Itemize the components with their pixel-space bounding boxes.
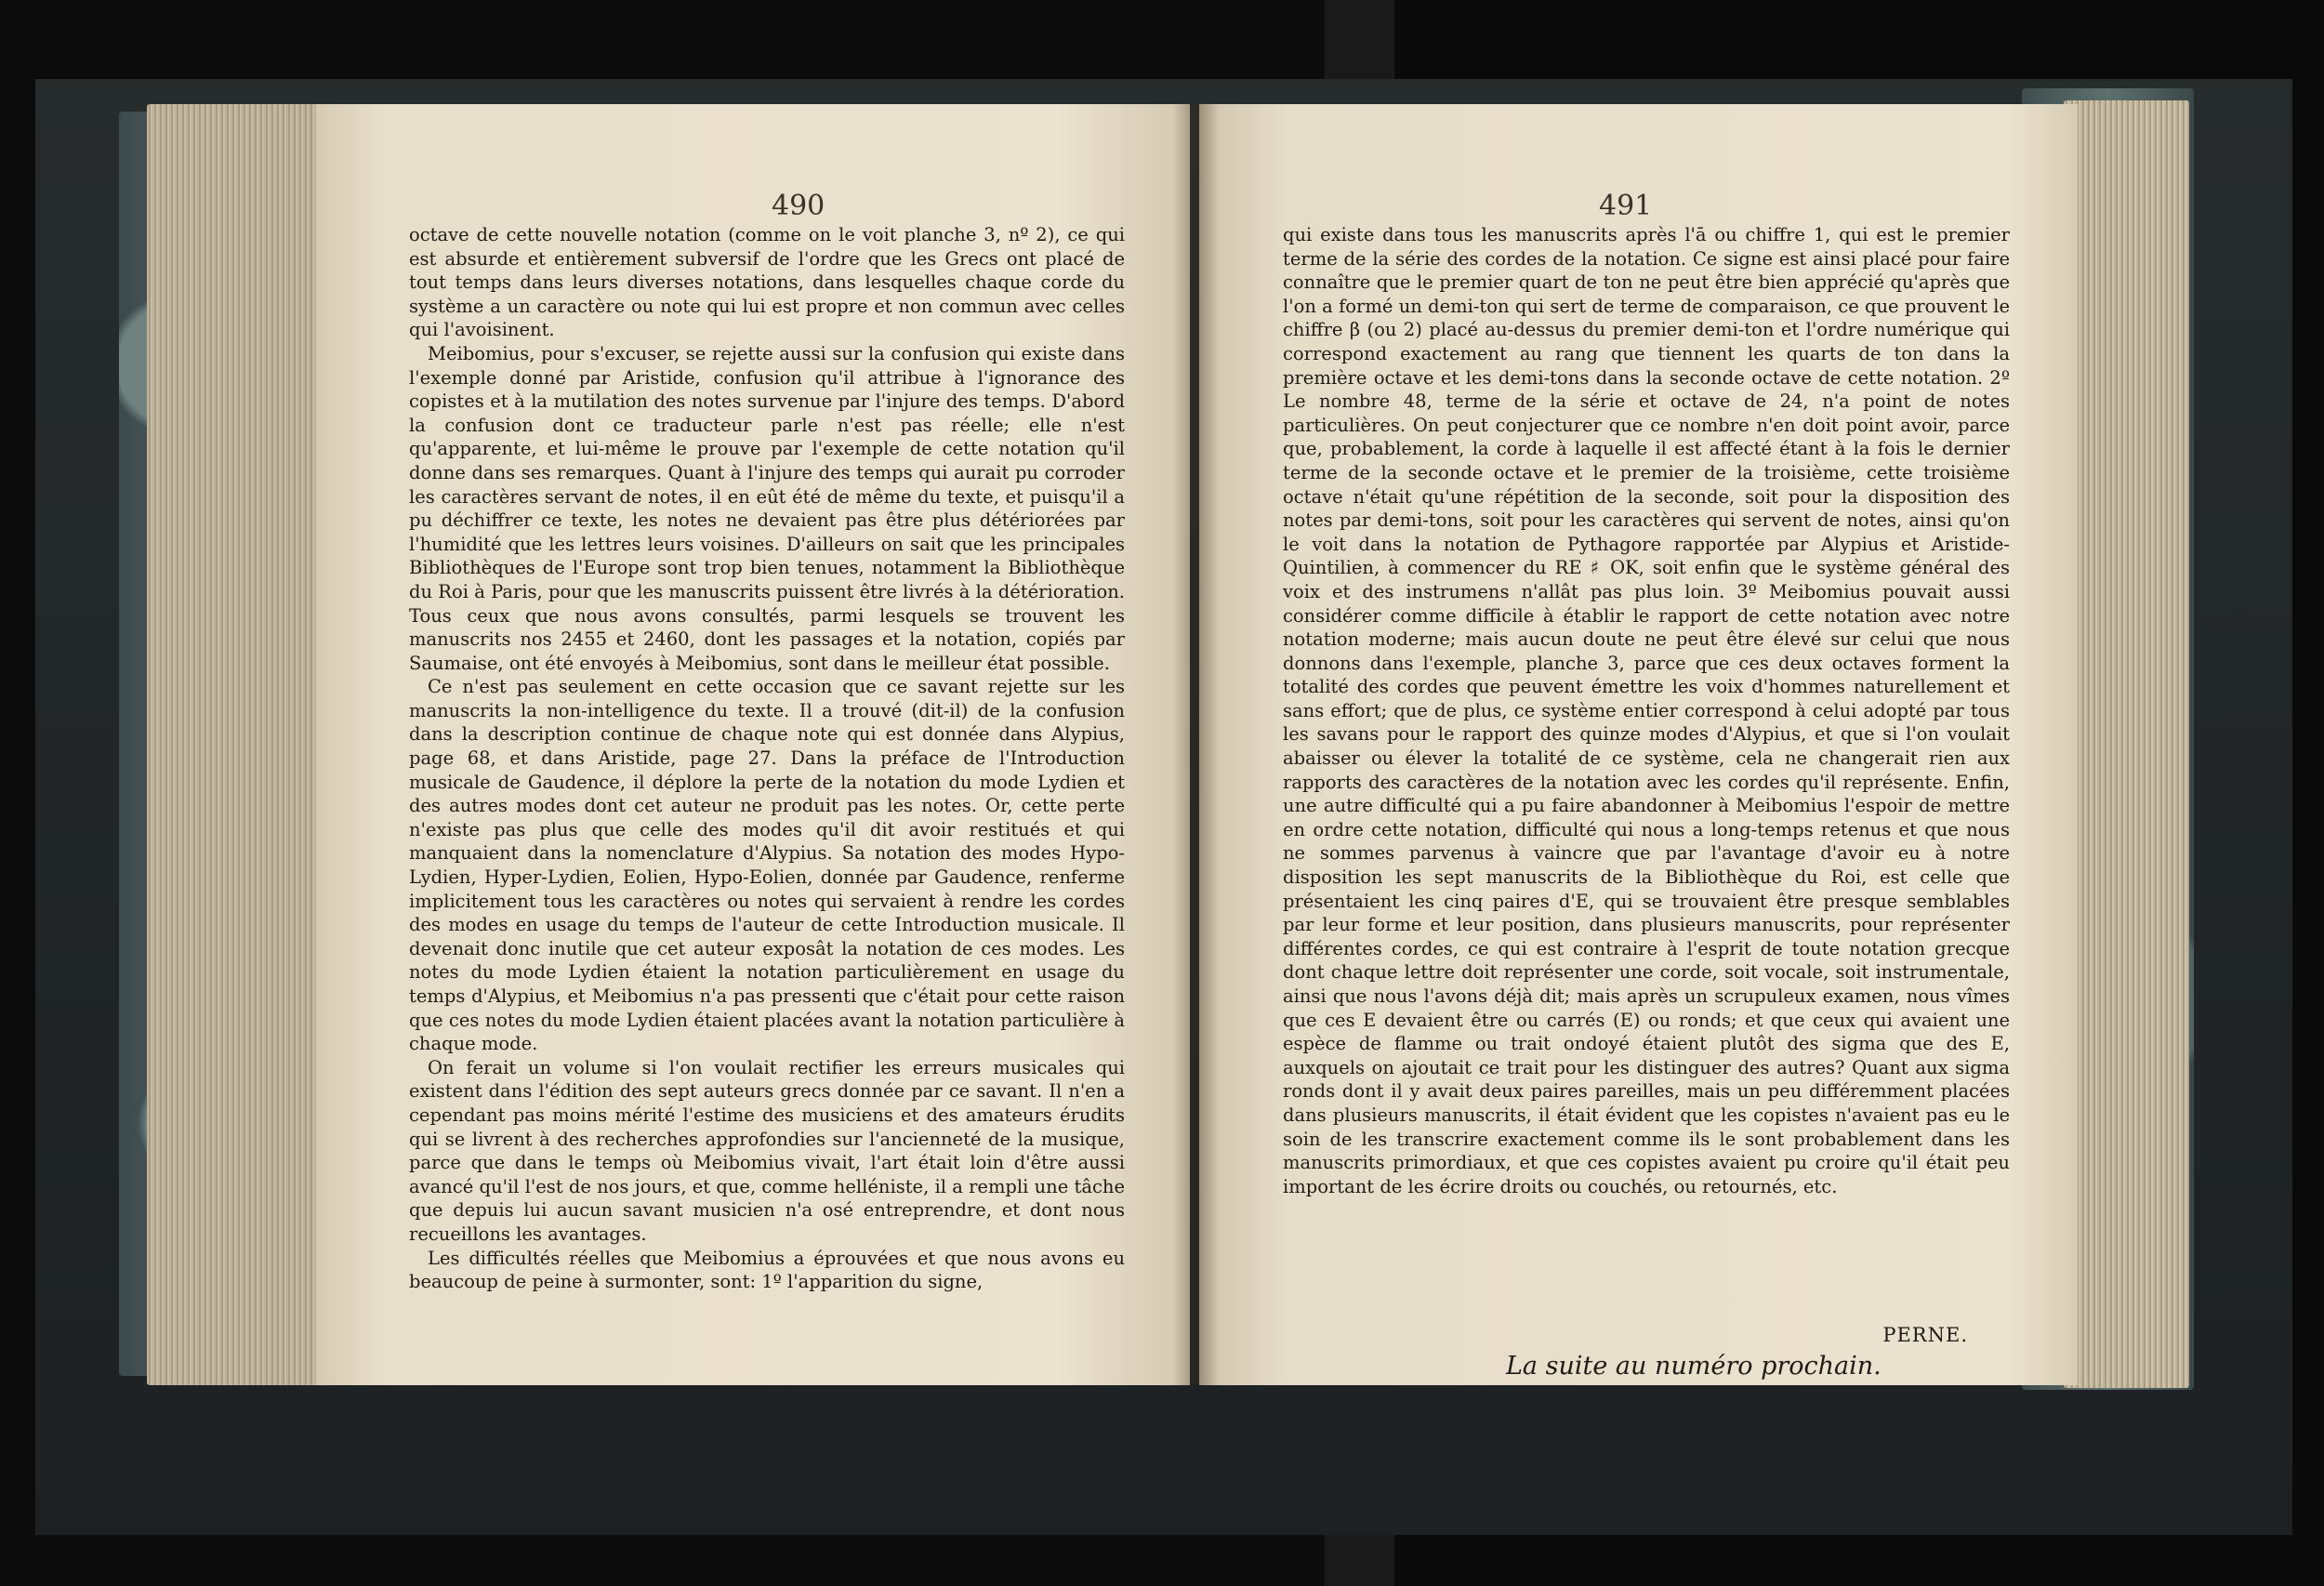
left-paragraph: octave de cette nouvelle notation (comme on le voit planche 3, nº 2), ce qui est absurde et entièrement subversif de l'ordre que les Grecs ont placé de tout temps dans leurs diverses notations, dans lesquelles chaque corde du système a un caractère ou note qui lui est propre et non commun avec celles qui l'avoisinent. [409, 224, 1125, 341]
page-edges-right [2064, 100, 2189, 1388]
book-gutter [1173, 104, 1220, 1385]
author-signature: PERNE. [1882, 1324, 1968, 1346]
right-page-text [1283, 223, 2010, 1198]
right-paragraph: qui existe dans tous les manuscrits après l'ā ou chiffre 1, qui est le premier terme de la série des cordes de la notation. Ce signe est ainsi placé pour faire connaître que le premier quart de ton ne peut être bien apprécié qu'après que l'on a formé un demi-ton qui sert de terme de comparaison, ce que prouvent le chiffre β (ou 2) placé au-dessus du premier demi-ton et l'ordre numérique qui correspond exactement au rang que tiennent les quarts de ton dans la première octave et les demi-tons dans la seconde octave de cette notation. 2º Le nombre 48, terme de la série et octave de 24, n'a point de notes particulières. On peut conjecturer que ce nombre n'en doit point avoir, parce que, probablement, la corde à laquelle il est affecté étant à la fois le dernier terme de la seconde octave et le premier de la troisième, cette troisième octave n'était qu'une répétition de la seconde, soit pour la disposition des notes par demi-tons, soit pour les caractères qui servent de notes, ainsi qu'on le voit dans la notation de Pythagore rapportée par Alypius et Aristide-Quintilien, à commencer du RE ♯ OK, soit enfin que le système général des voix et des instrumens n'allât pas plus loin. 3º Meibomius pouvait aussi considérer comme difficile à établir le rapport de cette notation avec notre notation moderne; mais aucun doute ne peut être élevé sur celui que nous donnons dans l'exemple, planche 3, parce que ces deux octaves forment la totalité des cordes que peuvent émettre les voix d'hommes naturellement et sans effort; que de plus, ce système entier correspond à celui adopté par tous les savans pour le rapport des quinze modes d'Alypius, et que si l'on voulait abaisser ou élever la totalité de ce système, cela ne changerait rien aux rapports des caractères de la notation avec les cordes qu'il représente. Enfin, une autre difficulté qui a pu faire abandonner à Meibomius l'espoir de mettre en ordre cette notation, difficulté qui nous a long-temps retenus et que nous ne sommes parvenus à vaincre que par l'avantage d'avoir eu à notre disposition les sept manuscrits de la Bibliothèque du Roi, est celle que présentaient les cinq paires d'E, qui se trouvaient être presque semblables par leur forme et leur position, dans plusieurs manuscrits, pour représenter différentes cordes, ce qui est contraire à l'esprit de toute notation grecque dont chaque lettre doit représenter une corde, soit vocale, soit instrumentale, ainsi que nous l'avons déjà dit; mais après un scrupuleux examen, nous vîmes que ces E devaient être ou carrés (E) ou ronds; et que ceux qui avaient une espèce de flamme ou trait ondoyé étaient plutôt des sigma que des E, auxquels on ajoutait ce trait pour les distinguer des autres? Quant aux sigma ronds dont il y avait deux paires pareilles, mais un peu différemment placées dans plusieurs manuscrits, il était évident que les copistes n'avaient pas eu le soin de les transcrire exactement comme ils le sont probablement dans les manuscrits primordiaux, et que ces copistes avaient pu croire qu'il était peu important de les écrire droits ou couchés, ou retournés, etc. [1283, 224, 2010, 1197]
left-paragraph: Meibomius, pour s'excuser, se rejette aussi sur la confusion qui existe dans l'exemple donné par Aristide, confusion qu'il attribue à l'ignorance des copistes et à la mutilation des notes survenue par l'injure des temps. D'abord la confusion dont ce traducteur parle n'est pas réelle; elle n'est qu'apparente, et lui-même le prouve par l'exemple de cette notation qu'il donne dans ses remarques. Quant à l'injure des temps qui aurait pu corroder les caractères servant de notes, il en eût été de même du texte, et puisqu'il a pu déchiffrer ce texte, les notes ne devaient pas être plus détériorées par l'humidité que les lettres leurs voisines. D'ailleurs on sait que les principales Bibliothèques de l'Europe sont trop bien tenues, notamment la Bibliothèque du Roi à Paris, pour que les manuscrits puissent être livrés à la détérioration. Tous ceux que nous avons consultés, parmi lesquels se trouvent les manuscrits nos 2455 et 2460, dont les passages et la notation, copiés par Saumaise, ont été envoyés à Meibomius, sont dans le meilleur état possible. [409, 342, 1125, 674]
continuation-note: La suite au numéro prochain. [1506, 1352, 1882, 1381]
left-page-text [409, 223, 1125, 1294]
right-page [1199, 104, 2078, 1385]
left-page [316, 104, 1190, 1385]
left-paragraph: On ferait un volume si l'on voulait rectifier les erreurs musicales qui existent dans l'édition des sept auteurs grecs donnée par ce savant. Il n'en a cependant pas moins mérité l'estime des musiciens et des amateurs érudits qui se livrent à des recherches approfondies sur l'ancienneté de la musique, parce que dans le temps où Meibomius vivait, l'art était loin d'être aussi avancé qu'il l'est de nos jours, et que, comme helléniste, il a rempli une tâche que depuis lui aucun savant musicien n'a osé entreprendre, et dont nous recueillons les avantages. [409, 1056, 1125, 1245]
right-page-number: 491 [1599, 190, 1653, 222]
left-page-number: 490 [772, 190, 825, 222]
left-paragraph: Les difficultés réelles que Meibomius a éprouvées et que nous avons eu beaucoup de peine à surmonter, sont: 1º l'apparition du signe, [409, 1247, 1125, 1293]
left-paragraph: Ce n'est pas seulement en cette occasion que ce savant rejette sur les manuscrits la non-intelligence du texte. Il a trouvé (dit-il) de la confusion dans la description continue de chaque note qui est donnée dans Alypius, page 68, et dans Aristide, page 27. Dans la préface de l'Introduction musicale de Gaudence, il déplore la perte de la notation du mode Lydien et des autres modes dont cet auteur ne produit pas les notes. Or, cette perte n'existe pas plus que celle des modes qu'il dit avoir restitués et qui manquaient dans la nomenclature d'Alypius. Sa notation des modes Hypo-Lydien, Hyper-Lydien, Eolien, Hypo-Eolien, donnée par Gaudence, renferme implicitement tous les caractères ou notes qui servaient à rendre les cordes des modes en usage du temps de l'auteur de cette Introduction musicale. Il devenait donc inutile que cet auteur exposât la notation de ces modes. Les notes du mode Lydien étaient la notation particulièrement en usage du temps d'Alypius, et Meibomius n'a pas pressenti que c'était pour cette raison que ces notes du mode Lydien étaient placées avant la notation particulière à chaque mode. [409, 676, 1125, 1055]
page-edges-left [147, 104, 333, 1385]
